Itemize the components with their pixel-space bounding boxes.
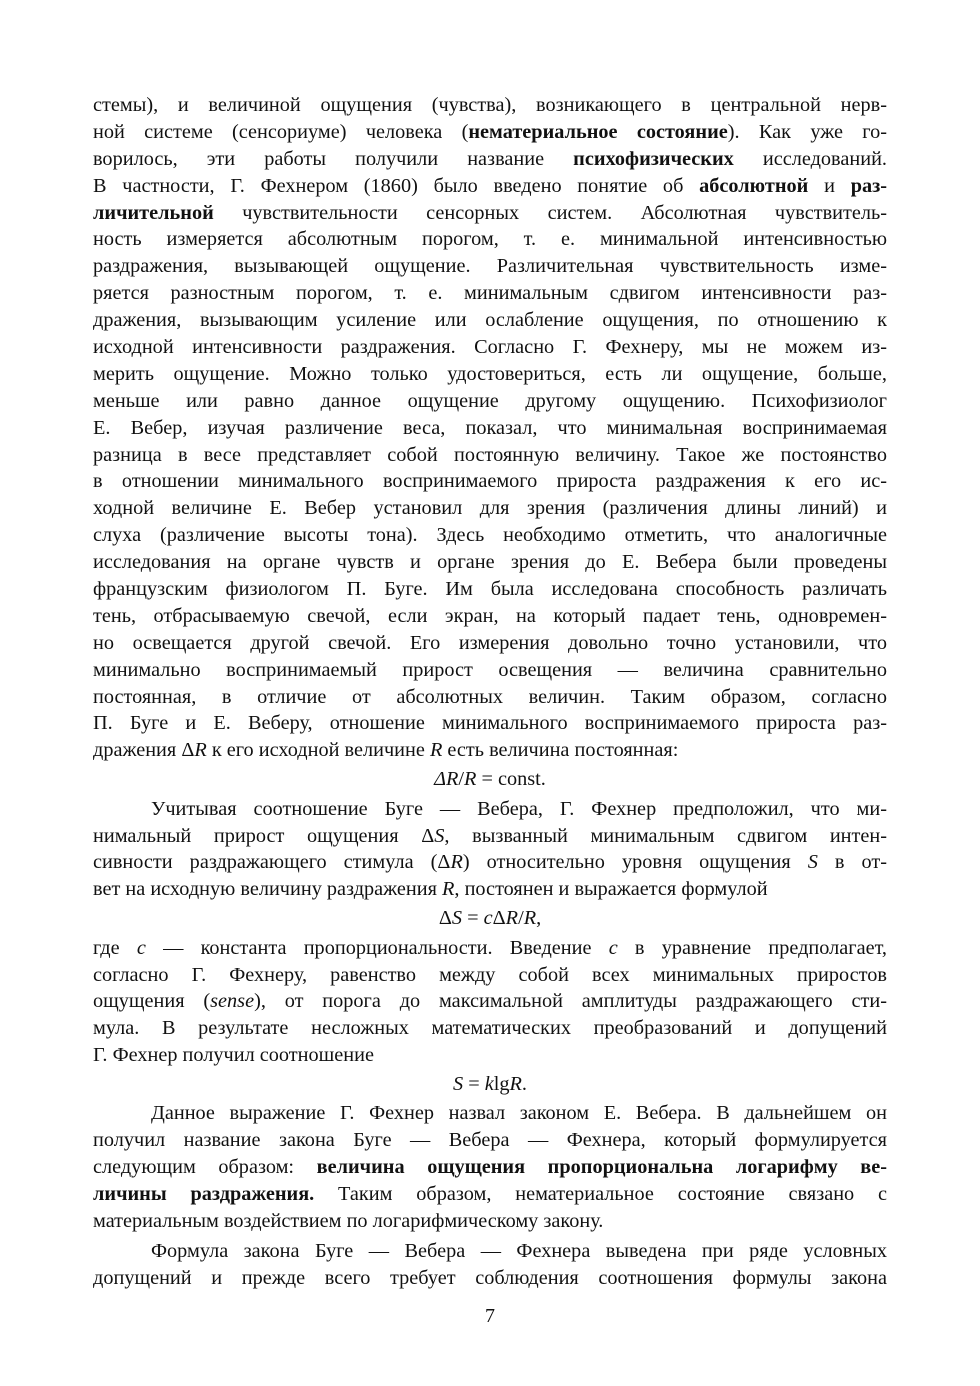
- text-line: дражения ΔR к его исходной величине R есть величина постоянная:: [93, 739, 679, 762]
- page-number: 7: [485, 1305, 495, 1327]
- text-line: ощущения (sense), от порога до максимальной амплитуды раздражающего сти-: [93, 990, 887, 1013]
- text-line: личины раздражения. Таким образом, нематериальное состояние связано с: [93, 1183, 887, 1206]
- text-line: Е. Вебер, изучая различение веса, показал, что минимальная воспринимаемая: [93, 416, 887, 439]
- text-line: разница в весе представляет собой постоянную величину. Такое же постоянство: [93, 443, 887, 466]
- text-line: П. Буге и Е. Веберу, отношение минимального воспринимаемого прироста раз-: [93, 712, 887, 735]
- text-line: Формула закона Буге — Вебера — Фехнера выведена при ряде условных: [151, 1239, 887, 1262]
- text-line: вет на исходную величину раздражения R, постоянен и выражается формулой: [93, 878, 768, 901]
- text-line: стемы), и величиной ощущения (чувства), возникающего в центральной нерв-: [93, 94, 887, 116]
- text-line: В частности, Г. Фехнером (1860) было введено понятие об абсолютной и раз-: [93, 174, 888, 197]
- text-line: ной системе (сенсориуме) человека (нематериальное состояние). Как уже го-: [93, 120, 887, 143]
- text-line: постоянная, в отличие от абсолютных величин. Таким образом, согласно: [93, 685, 887, 708]
- text-line: ряется разностным порогом, т. е. минимальным сдвигом интенсивности раз-: [93, 282, 887, 305]
- text-line: ворилось, эти работы получили название психофизических исследований.: [93, 147, 887, 170]
- text-line: мула. В результате несложных математических преобразований и допущений: [93, 1017, 887, 1040]
- text-line: следующим образом: величина ощущения пропорциональна логарифму ве-: [93, 1156, 887, 1179]
- text-line: ходной величине Е. Вебер установил для зрения (различения длины линий) и: [93, 497, 887, 520]
- text-line: Данное выражение Г. Фехнер назвал законом Е. Вебера. В дальнейшем он: [151, 1102, 887, 1125]
- text-line: личительной чувствительности сенсорных систем. Абсолютная чувствитель-: [93, 201, 887, 224]
- text-line: Г. Фехнер получил соотношение: [93, 1044, 374, 1067]
- formula-fechner-law: S = klgR.: [453, 1073, 527, 1096]
- text-line: минимально воспринимаемый прирост освещения — величина сравнительно: [93, 658, 887, 681]
- text-line: слуха (различение высоты тона). Здесь необходимо отметить, что аналогичные: [93, 524, 887, 547]
- text-line: ность измеряется абсолютным порогом, т. е. минимальной интенсивностью: [93, 228, 887, 251]
- text-line: мерить ощущение. Можно только удостовериться, есть ли ощущение, больше,: [93, 362, 887, 385]
- text-line: тень, отбрасываемую свечой, если экран, на который падает тень, одновремен-: [93, 604, 887, 627]
- text-line: согласно Г. Фехнеру, равенство между собой всех минимальных приростов: [93, 963, 887, 986]
- text-line: исследования на органе чувств и органе зрения до Е. Вебера были проведены: [93, 551, 887, 574]
- text-line: Учитывая соотношение Буге — Вебера, Г. Фехнер предположил, что ми-: [151, 797, 887, 820]
- text-line: получил название закона Буге — Вебера — Фехнера, который формулируется: [93, 1129, 887, 1152]
- formula-delta-s: ΔS = cΔR/R,: [438, 907, 542, 930]
- text-line: исходной интенсивности раздражения. Согласно Г. Фехнеру, мы не можем из-: [93, 336, 887, 359]
- text-line: раздражения, вызывающей ощущение. Различительная чувствительность изме-: [93, 255, 887, 278]
- text-line: в отношении минимального воспринимаемого прироста раздражения к его ис-: [93, 470, 887, 493]
- text-line: материальным воздействием по логарифмическому закону.: [93, 1210, 604, 1233]
- text-line: меньше или равно данное ощущение другому ощущению. Психофизиолог: [93, 389, 887, 412]
- text-line: дражения, вызывающим усиление или ослабление ощущения, по отношению к: [93, 309, 887, 332]
- text-line: но освещается другой свечой. Его измерения довольно точно установили, что: [93, 631, 887, 654]
- text-line: где c — константа пропорциональности. Введение c в уравнение предполагает,: [93, 936, 887, 959]
- text-line: сивности раздражающего стимула (ΔR) относительно уровня ощущения S в от-: [93, 851, 887, 874]
- text-line: французским физиологом П. Буге. Им была исследована способность различать: [93, 578, 887, 601]
- text-line: допущений и прежде всего требует соблюдения соотношения формулы закона: [93, 1266, 887, 1289]
- document-body: [93, 92, 887, 1292]
- text-line: нимальный прирост ощущения ΔS, вызванный минимальным сдвигом интен-: [93, 824, 888, 847]
- formula-weber-ratio: ΔR/R = const.: [434, 768, 546, 791]
